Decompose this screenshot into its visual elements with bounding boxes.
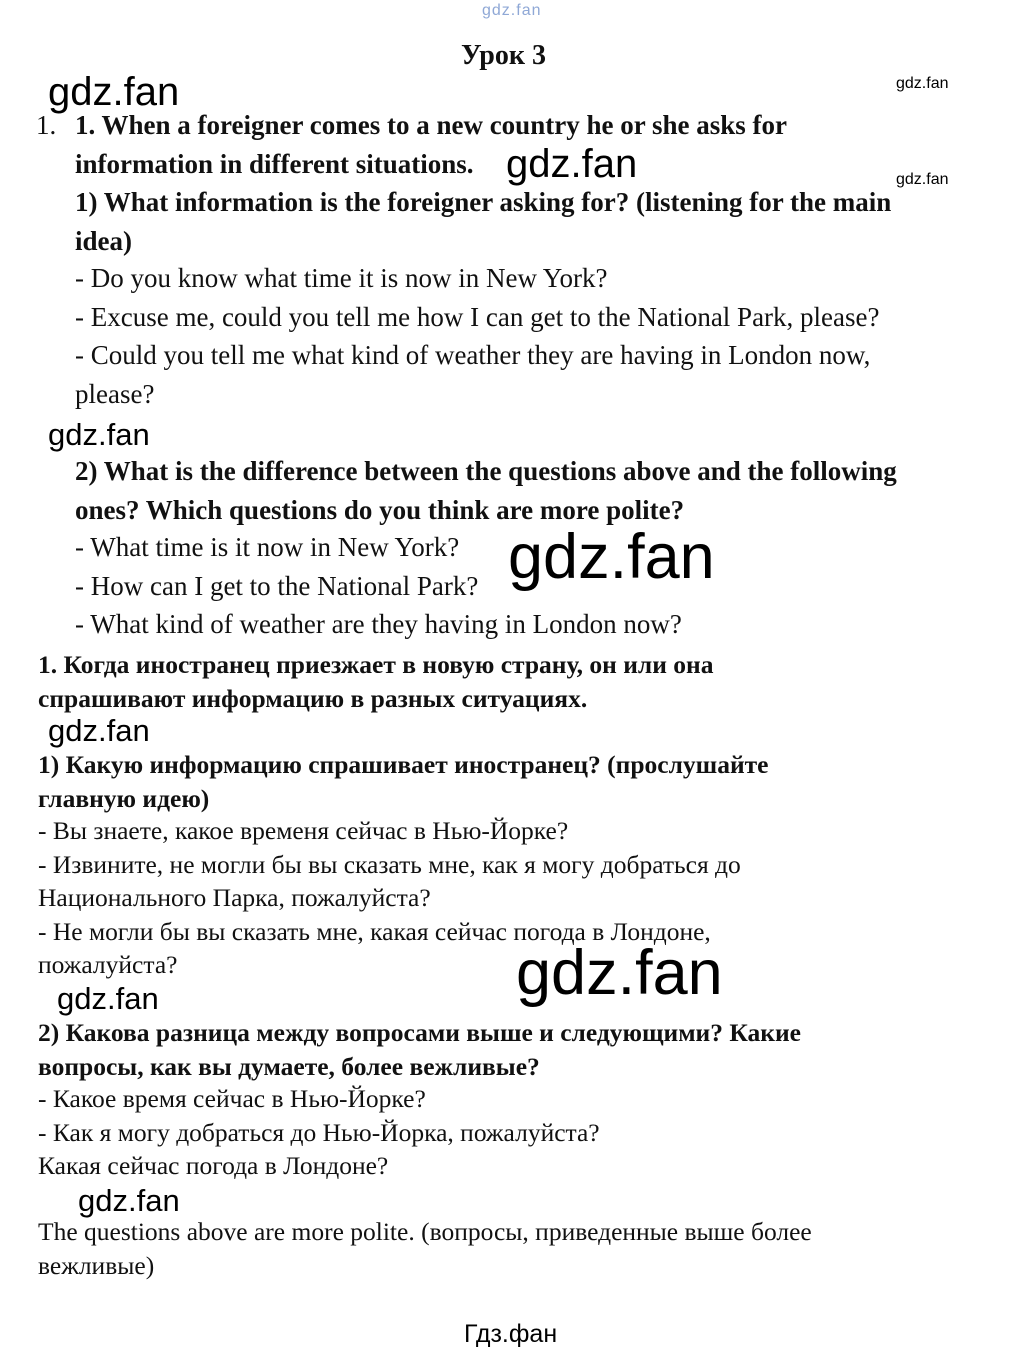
- english-q1-title-line: idea): [75, 225, 132, 256]
- answer: [38, 1215, 966, 1282]
- answer-line: вежливые): [38, 1250, 155, 1280]
- watermark: gdz.fan: [516, 938, 723, 1008]
- russian-task-title-line: 1. Когда иностранец приезжает в новую страну, он или она: [38, 650, 714, 679]
- russian-task-title: [38, 648, 966, 715]
- russian-q1-list: [38, 814, 966, 982]
- top-watermark: gdz.fan: [482, 2, 542, 19]
- page-title: Урок 3: [461, 40, 546, 71]
- watermark: gdz.fan: [57, 981, 159, 1016]
- list-item: - Do you know what time it is now in New York?: [75, 263, 608, 293]
- list-item: пожалуйста?: [38, 950, 178, 979]
- list-item: - Could you tell me what kind of weather they are having in London now,: [75, 340, 871, 370]
- english-q2-title-line: 2) What is the difference between the questions above and the following: [75, 456, 897, 486]
- item-number: 1.: [36, 110, 57, 140]
- list-item: - Вы знаете, какое временя сейчас в Нью-Йорке?: [38, 816, 569, 845]
- russian-q2-title-line: вопросы, как вы думаете, более вежливые?: [38, 1051, 540, 1081]
- english-q1-title-line: 1) What information is the foreigner asking for? (listening for the main: [75, 187, 892, 217]
- russian-q2-title-line: 2) Какова разница между вопросами выше и следующими? Какие: [38, 1018, 801, 1047]
- watermark: gdz.fan: [508, 522, 715, 592]
- list-item: - Как я могу добраться до Нью-Йорка, пожалуйста?: [38, 1117, 600, 1147]
- list-item: - What time is it now in New York?: [75, 532, 460, 562]
- watermark: gdz.fan: [48, 417, 150, 452]
- watermark: gdz.fan: [896, 171, 949, 188]
- russian-q2-title: [38, 1016, 966, 1083]
- answer-line: The questions above are more polite. (вопросы, приведенные выше более: [38, 1217, 812, 1246]
- english-task-title-line: 1. When a foreigner comes to a new country he or she asks for: [75, 110, 787, 140]
- watermark: gdz.fan: [48, 713, 150, 748]
- russian-q1-title: [38, 748, 966, 815]
- russian-task-title-line: спрашивают информацию в разных ситуациях.: [38, 683, 588, 713]
- footer-site: Гдз.фан: [464, 1320, 558, 1348]
- english-q2-title: [75, 452, 975, 529]
- watermark: gdz.fan: [48, 70, 180, 114]
- list-item: - Не могли бы вы сказать мне, какая сейчас погода в Лондоне,: [38, 916, 711, 946]
- russian-q1-title-line: главную идею): [38, 783, 210, 813]
- english-q1-list: [75, 259, 975, 413]
- list-item: - Excuse me, could you tell me how I can get to the National Park, please?: [75, 301, 880, 332]
- watermark: gdz.fan: [506, 142, 638, 186]
- list-item: Национального Парка, пожалуйста?: [38, 883, 431, 912]
- watermark: gdz.fan: [896, 75, 949, 92]
- list-item: - Какое время сейчас в Нью-Йорке?: [38, 1084, 426, 1113]
- watermark: gdz.fan: [78, 1183, 180, 1218]
- list-item: - What kind of weather are they having in London now?: [75, 609, 682, 639]
- russian-q2-list: [38, 1082, 966, 1183]
- english-q2-title-line: ones? Which questions do you think are more polite?: [75, 494, 685, 525]
- list-item: - How can I get to the National Park?: [75, 570, 479, 601]
- list-item: Какая сейчас погода в Лондоне?: [38, 1151, 389, 1180]
- russian-q1-title-line: 1) Какую информацию спрашивает иностранец? (прослушайте: [38, 750, 769, 779]
- english-task-title-line: information in different situations.: [75, 148, 474, 179]
- list-item: please?: [75, 378, 155, 409]
- list-item: - Извините, не могли бы вы сказать мне, как я могу добраться до: [38, 849, 741, 879]
